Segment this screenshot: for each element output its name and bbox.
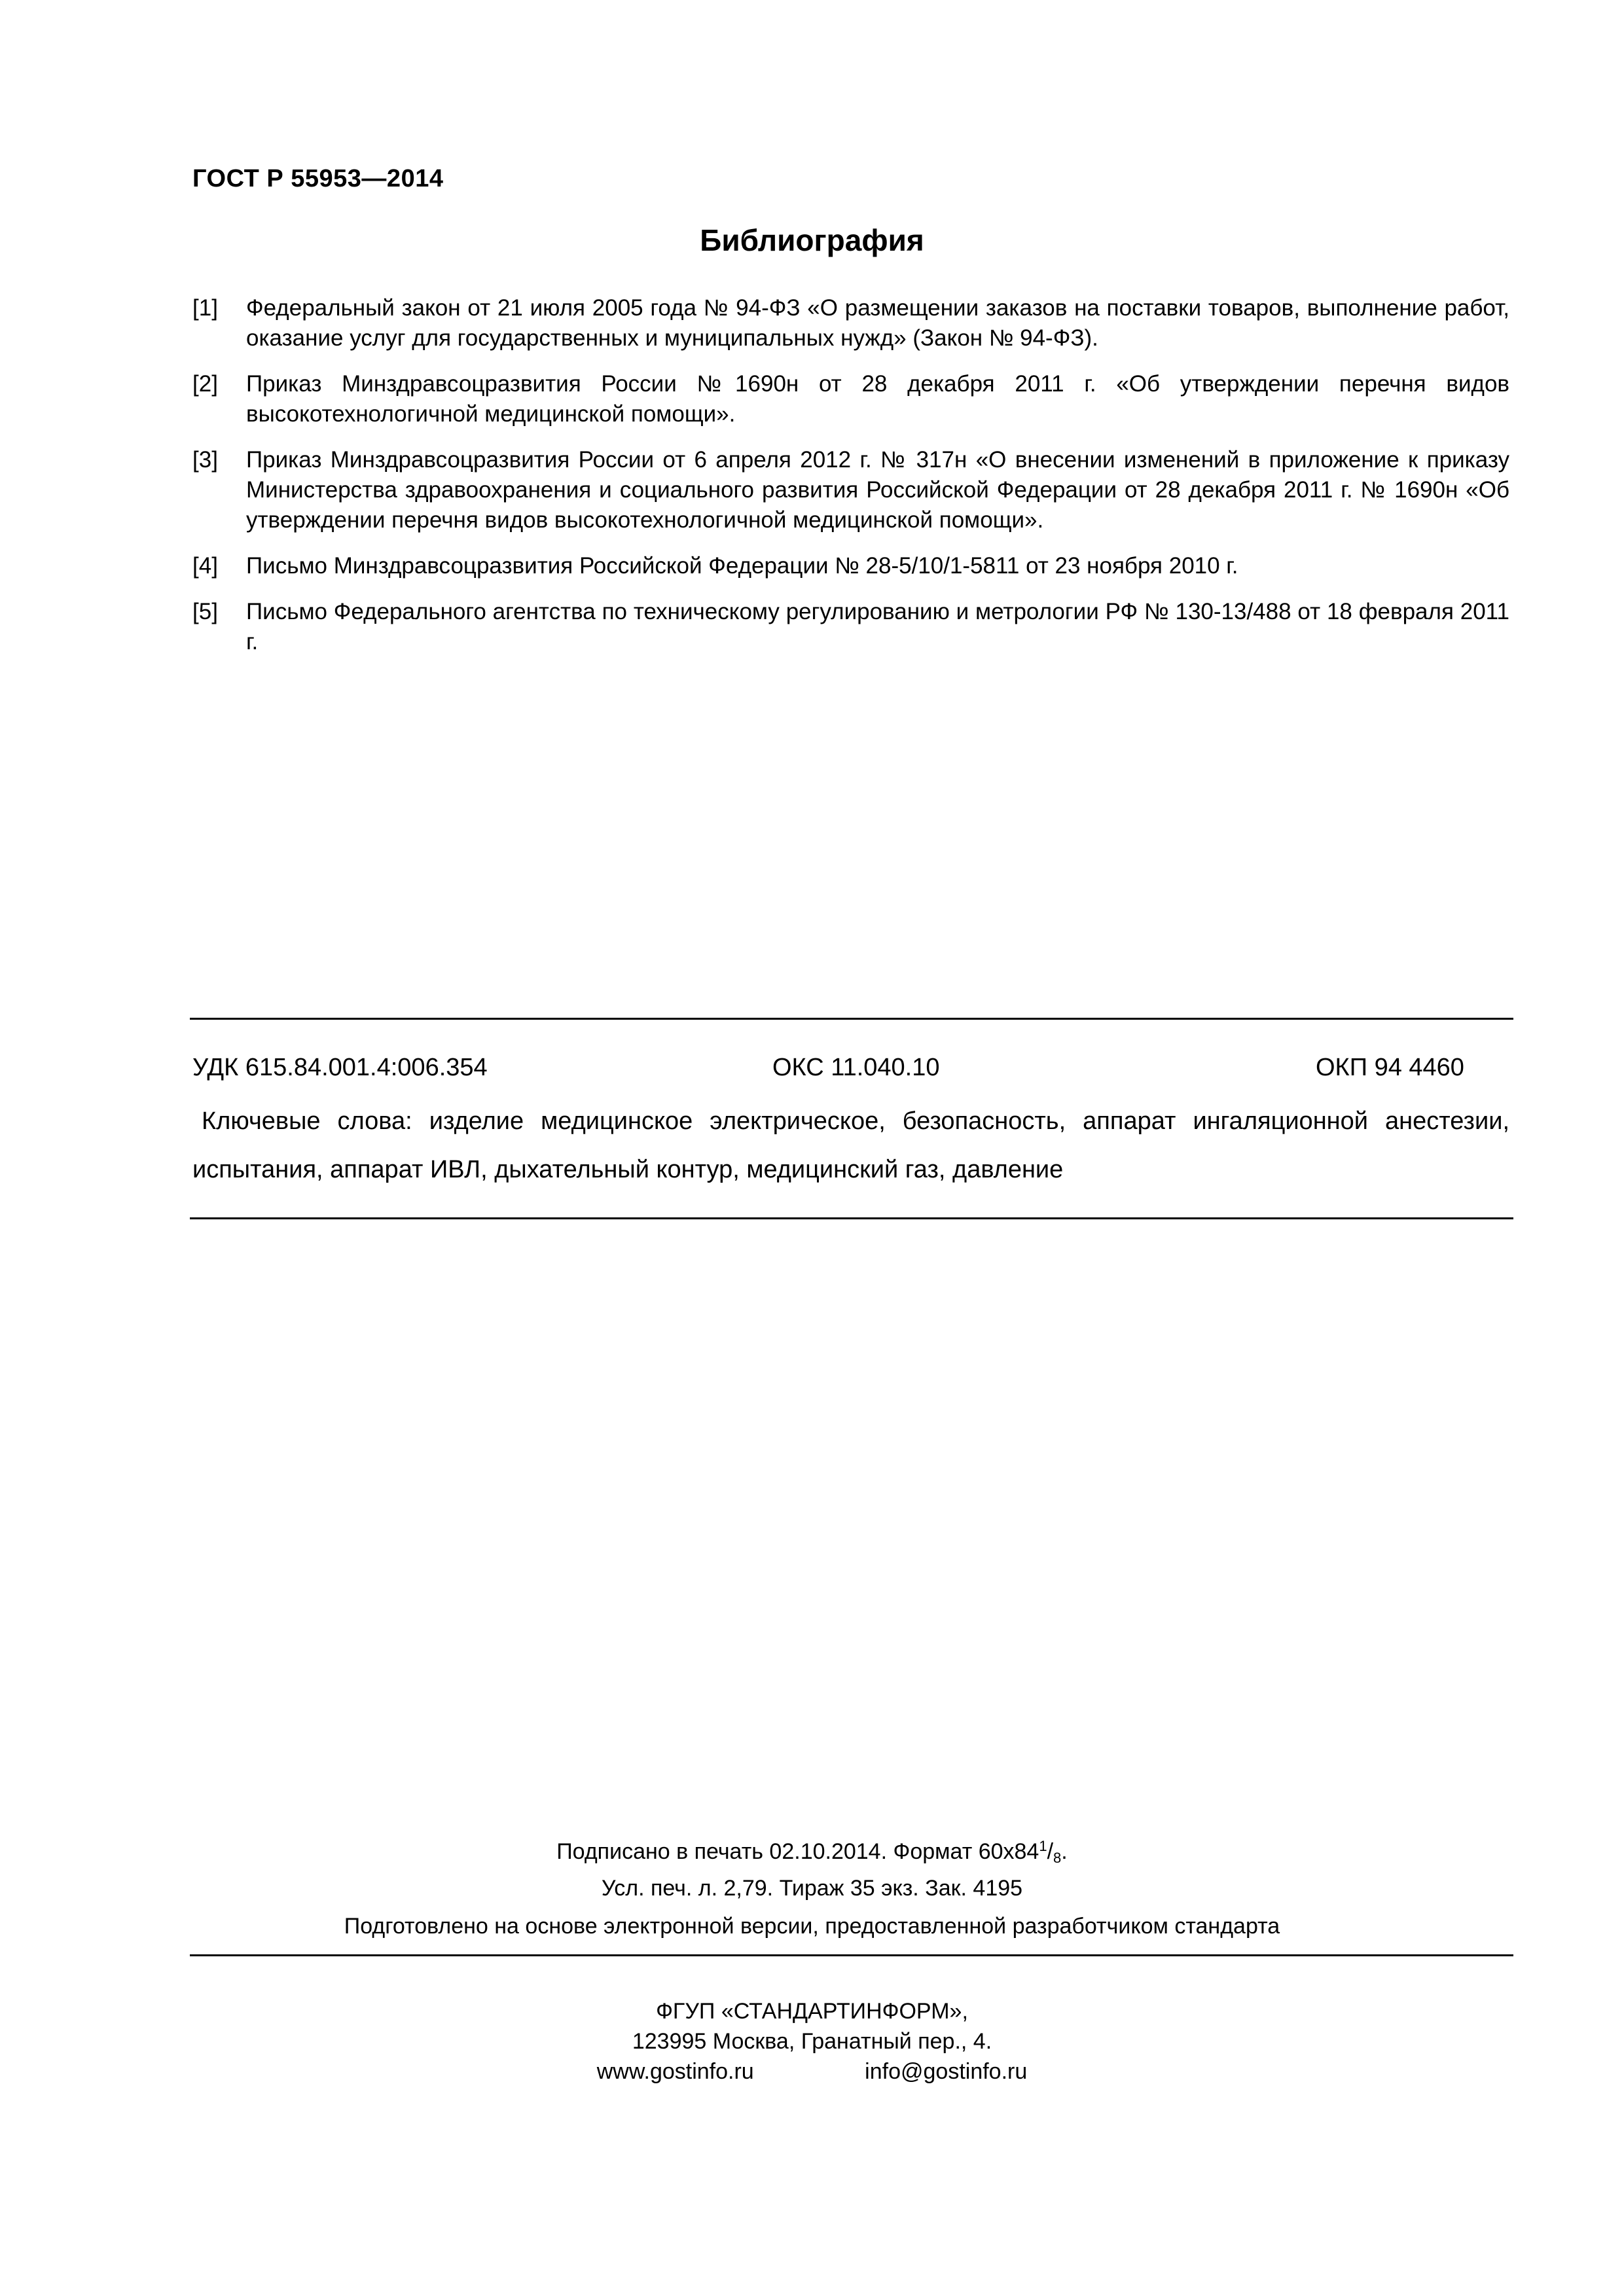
keywords-text: изделие медицинское электрическое, безопасность, аппарат ингаляционной анестезии, испытания, аппарат ИВЛ, дыхательный контур, медицинский газ, давление (192, 1107, 1509, 1183)
entry-text: Письмо Минздравсоцразвития Российской Федерации № 28-5/10/1-5811 от 23 ноября 2010 г. (246, 553, 1238, 579)
bibliography-list (192, 293, 1509, 673)
entry-number: [3] (192, 447, 218, 473)
okp-code: ОКП 94 4460 (1316, 1054, 1464, 1081)
entry-text: Федеральный закон от 21 июля 2005 года № 94-ФЗ «О размещении заказов на поставки товаров, выполнение работ, оказание услуг для государственных и муниципальных нужд» (Закон № 94-ФЗ). (246, 295, 1509, 351)
entry-text: Письмо Федерального агентства по техническому регулированию и метрологии РФ № 130-13/488 от 18 февраля 2011 г. (246, 599, 1509, 655)
classification-codes (192, 1054, 1509, 1086)
publisher-name: ФГУП «СТАНДАРТИНФОРМ», (656, 1999, 968, 2024)
publisher-website-link[interactable]: www.gostinfo.ru (596, 2059, 754, 2084)
publisher-email-link[interactable]: info@gostinfo.ru (865, 2059, 1028, 2084)
bibliography-entry (192, 293, 1509, 353)
entry-number: [4] (192, 553, 218, 579)
divider-top (190, 1018, 1513, 1020)
entry-number: [5] (192, 599, 218, 624)
publisher-address: 123995 Москва, Гранатный пер., 4. (632, 2029, 992, 2054)
divider-bottom (190, 1954, 1513, 1956)
signed-text: Подписано в печать 02.10.2014. Формат 60х84 (556, 1839, 1039, 1864)
entry-number: [2] (192, 371, 218, 397)
oks-code: ОКС 11.040.10 (772, 1054, 940, 1081)
publisher-block (0, 1996, 1624, 2087)
keywords-block (192, 1097, 1509, 1194)
format-denominator: 8 (1053, 1850, 1062, 1866)
section-title: Библиография (700, 223, 924, 257)
bibliography-entry (192, 445, 1509, 535)
keywords-label: Ключевые слова: (202, 1107, 412, 1135)
publisher-contacts (0, 2056, 1624, 2087)
print-info: Усл. печ. л. 2,79. Тираж 35 экз. Зак. 4195 (601, 1876, 1023, 1901)
divider-middle (190, 1217, 1513, 1219)
entry-text: Приказ Минздравсоцразвития России №1690н от 28 декабря 2011 г. «Об утверждении перечня видов высокотехнологичной медицинской помощи». (246, 371, 1509, 427)
format-end: . (1061, 1839, 1068, 1864)
bibliography-entry (192, 597, 1509, 657)
udk-code: УДК 615.84.001.4:006.354 (192, 1054, 488, 1081)
bibliography-entry (192, 369, 1509, 429)
document-code: ГОСТ Р 55953—2014 (192, 165, 444, 192)
signed-line: Подписано в печать 02.10.2014. Формат $60х84^1/_8$. (556, 1838, 1068, 1866)
bibliography-entry (192, 551, 1509, 581)
entry-number: [1] (192, 295, 218, 321)
prepared-note: Подготовлено на основе электронной версии, предоставленной разработчиком стандарта (344, 1914, 1280, 1939)
format-numerator: 1 (1039, 1838, 1047, 1854)
entry-text: Приказ Минздравсоцразвития России от 6 апреля 2012 г. № 317н «О внесении изменений в приложение к приказу Министерства здравоохранения и социального развития Российской Федерации от 28 декабря 2011 г. № 1690н «Об утверждении перечня видов высокотехнологичной медицинской помощи». (246, 447, 1509, 533)
